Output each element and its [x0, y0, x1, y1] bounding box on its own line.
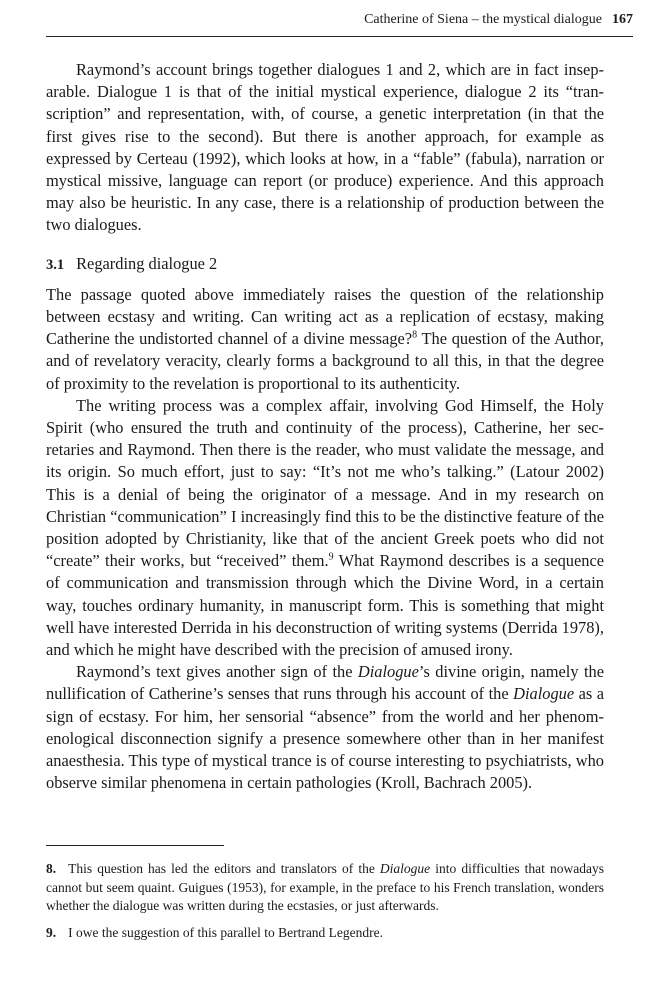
paragraph-3-text-a: The writing process was a complex affair, involving God Himself, the Holy Spirit (who ensured the truth and continuity of the process), Catherine, her secretaries and Raymond. Then there is the reader, who must validate the message, and its origin. So much effort, just to say: “It’s not me who’s talking.” (Latour 2002) This is a denial of being the originator of a message. And in my research on Christian “communication” I increasingly find this to be the distinctive feature of the position adopted by Christianity, like that of the ancient Greek poets who did not “create” their works, but “received” them. [46, 395, 604, 571]
section-number: 3.1 [46, 256, 65, 273]
footnote-8-number: 8. [46, 861, 57, 876]
paragraph-4-text-a: Raymond’s text gives another sign of the [76, 662, 358, 682]
footnote-divider [46, 845, 224, 846]
paragraph-4 [46, 661, 604, 794]
paragraph-4-text-c: as a sign of ecstasy. For him, her sensorial “absence” from the world and her phenomenological disconnection signify a presence somewhere other than in her manifest anaesthesia. This type of mystical trance is of course interesting to psychiatrists, who observe similar phenomena in certain pathologies (Kroll, Bachrach 2005). [46, 684, 605, 793]
paragraph-4-text-b: ’s divine origin, namely the nullification of Catherine’s senses that runs through his account of the [46, 662, 604, 704]
paragraph-1-text: Raymond’s account brings together dialogues 1 and 2, which are in fact inseparable. Dialogue 1 is that of the initial mystical experience, dialogue 2 its “transcription” and representation, with, of course, a genetic interpretation (in that the first gives rise to the second). But there is another approach, for example as expressed by Certeau (1992), which looks at how, in a “fable” (fabula), narration or mystical missive, language can report (or produce) experience. And this approach may also be heuristic. In any case, there is a relationship of production between the two dialogues. [46, 60, 604, 235]
footnote-8-text-b: into difficulties that nowadays cannot but seem quaint. Guigues (1953), for example, in the preface to his French translation, wonders whether the dialogue was written during the ecstasies, or just afterwards. [46, 861, 604, 913]
footnote-9 [46, 924, 604, 943]
footnote-8-italic: Dialogue [379, 861, 431, 876]
section-title: Regarding dialogue 2 [76, 253, 218, 273]
footnote-8-text-a: This question has led the editors and translators of the [68, 861, 380, 876]
paragraph-4-italic-dialogue-2: Dialogue [513, 684, 575, 704]
footnotes [46, 860, 604, 950]
paragraph-2-text-b: The question of the Author, and of revelatory veracity, clearly forms a background to all this, in that the degree of proximity to the revelation is proportional to its authenticity. [46, 329, 604, 393]
paragraph-2 [46, 284, 604, 395]
running-head [46, 10, 633, 37]
section-heading [46, 253, 604, 276]
paragraph-4-italic-dialogue-1: Dialogue [357, 662, 419, 682]
paragraph-1 [46, 59, 604, 237]
footnote-9-text: I owe the suggestion of this parallel to Bertrand Legendre. [68, 924, 384, 940]
page-number: 167 [612, 12, 633, 27]
body-text [46, 59, 604, 795]
footnote-8 [46, 860, 604, 916]
paragraph-2-text-a: The passage quoted above immediately raises the question of the relationship between ecstasy and writing. Can writing act as a replication of ecstasy, making Catherine the undistorted channel of a divine message? [46, 284, 604, 349]
footnote-ref-9[interactable]: 9 [328, 551, 334, 563]
paragraph-3 [46, 395, 604, 661]
footnote-9-number: 9. [46, 924, 57, 940]
footnote-ref-8[interactable]: 8 [412, 329, 418, 341]
running-head-title: Catherine of Siena – the mystical dialogue [364, 12, 602, 27]
paragraph-3-text-b: What Raymond describes is a sequence of communication and transmission through which the Divine Word, in a certain way, touches ordinary humanity, in manuscript form. This is something that might well have interested Derrida in his deconstruction of writing systems (Derrida 1978), and which he might have described with the precision of amused irony. [46, 551, 605, 660]
